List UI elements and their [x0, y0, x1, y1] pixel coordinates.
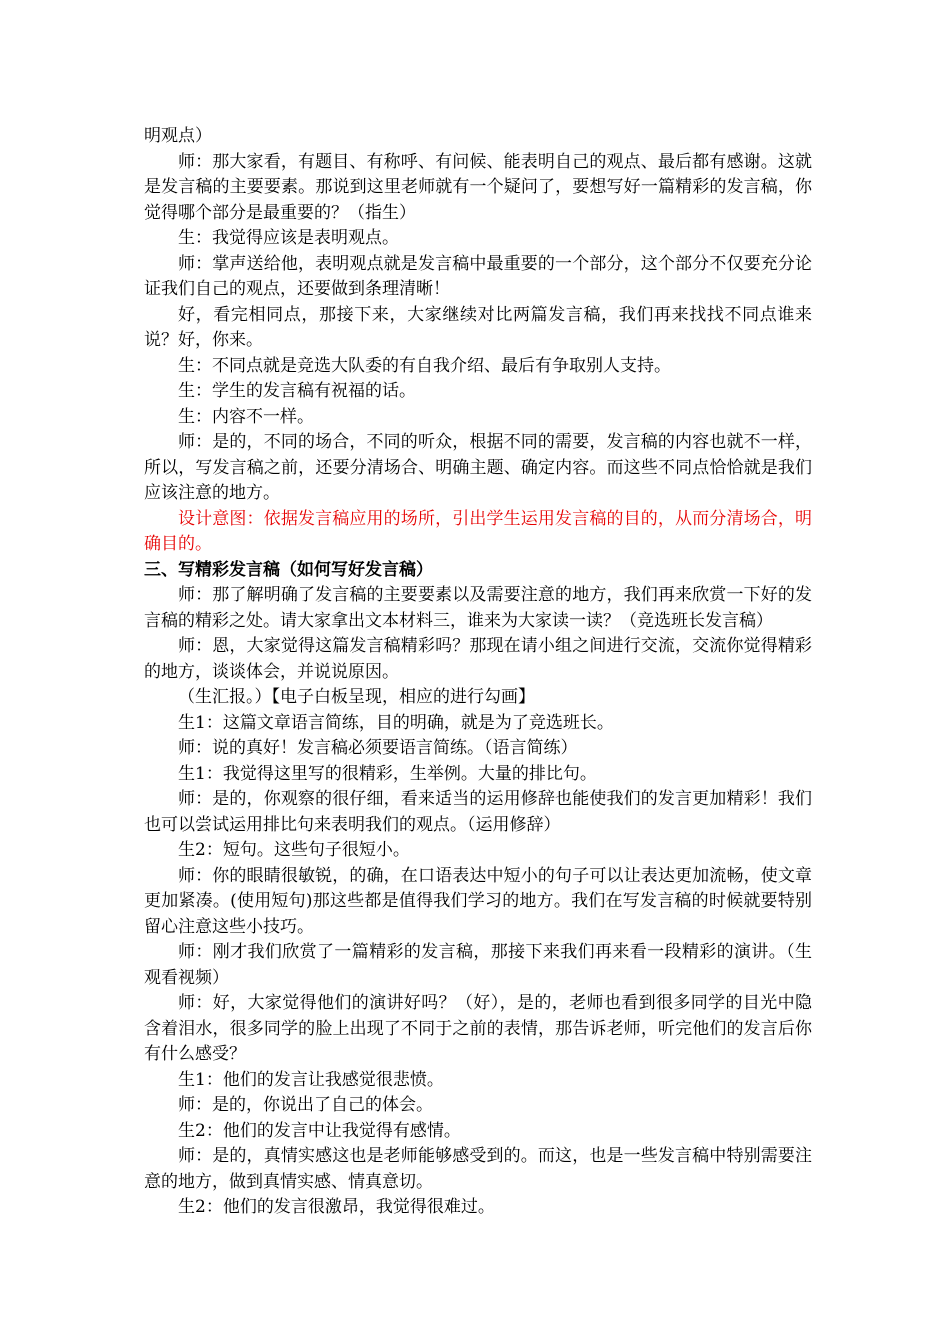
paragraph: 生1：我觉得这里写的很精彩，生举例。大量的排比句。: [178, 763, 597, 784]
paragraph: 生：我觉得应该是表明观点。: [178, 228, 399, 248]
paragraph: 好，看完相同点，那接下来，大家继续对比两篇发言稿，我们再来找找不同点谁来说？好，你来。: [144, 304, 812, 350]
section-heading: 三、写精彩发言稿（如何写好发言稿）: [144, 559, 433, 580]
document-body: [144, 124, 812, 1221]
paragraph: 生：学生的发言稿有祝福的话。: [178, 381, 416, 401]
paragraph: 师：你的眼睛很敏锐，的确，在口语表达中短小的句子可以让表达更加流畅，使文章更加紧凑。(使用短句)那这些都是值得我们学习的地方。我们在写发言稿的时候就要特别留心注意这些小技巧。: [144, 865, 812, 937]
paragraph: 生1：这篇文章语言简练，目的明确，就是为了竞选班长。: [178, 712, 614, 733]
paragraph: 师：说的真好！发言稿必须要语言简练。（语言简练）: [178, 738, 578, 758]
paragraph: 师：那了解明确了发言稿的主要要素以及需要注意的地方，我们再来欣赏一下好的发言稿的精彩之处。请大家拿出文本材料三，谁来为大家读一读？（竞选班长发言稿）: [144, 585, 812, 631]
paragraph: 师：那大家看，有题目、有称呼、有问候、能表明自己的观点、最后都有感谢。这就是发言稿的主要要素。那说到这里老师就有一个疑问了，要想写好一篇精彩的发言稿，你觉得哪个部分是最重要的？（指生）: [144, 151, 812, 223]
design-intent-note: 设计意图：依据发言稿应用的场所，引出学生运用发言稿的目的，从而分清场合，明确目的。: [144, 508, 812, 554]
paragraph: 师：恩，大家觉得这篇发言稿精彩吗？那现在请小组之间进行交流，交流你觉得精彩的地方，谈谈体会，并说说原因。: [144, 636, 812, 682]
paragraph: 生2：他们的发言中让我觉得有感情。: [178, 1120, 461, 1141]
paragraph: 生：不同点就是竞选大队委的有自我介绍、最后有争取别人支持。: [178, 355, 671, 376]
paragraph: 师：是的，真情实感这也是老师能够感受到的。而这，也是一些发言稿中特别需要注意的地方，做到真情实感、情真意切。: [144, 1146, 812, 1192]
paragraph: 师：好，大家觉得他们的演讲好吗？（好），是的，老师也看到很多同学的目光中隐含着泪水，很多同学的脸上出现了不同于之前的表情，那告诉老师，听完他们的发言后你有什么感受？: [144, 993, 812, 1064]
paragraph: 师：是的，不同的场合，不同的听众，根据不同的需要，发言稿的内容也就不一样，所以，写发言稿之前，还要分清场合、明确主题、确定内容。而这些不同点恰恰就是我们应该注意的地方。: [144, 432, 812, 503]
paragraph: 师：是的，你说出了自己的体会。: [178, 1095, 433, 1115]
paragraph: 生2：短句。这些句子很短小。: [178, 840, 410, 860]
paragraph: 明观点）: [144, 126, 212, 146]
paragraph: 师：掌声送给他，表明观点就是发言稿中最重要的一个部分，这个部分不仅要充分论证我们自己的观点，还要做到条理清晰！: [144, 253, 812, 299]
paragraph: 生2：他们的发言很激昂，我觉得很难过。: [178, 1197, 495, 1217]
paragraph: 师：是的，你观察的很仔细，看来适当的运用修辞也能使我们的发言更加精彩！我们也可以尝试运用排比句来表明我们的观点。（运用修辞）: [144, 789, 812, 835]
paragraph: 师：刚才我们欣赏了一篇精彩的发言稿，那接下来我们再来看一段精彩的演讲。（生观看视频）: [144, 942, 812, 988]
paragraph: 生：内容不一样。: [178, 406, 314, 427]
paragraph: 生1：他们的发言让我感觉很悲愤。: [178, 1069, 444, 1090]
paragraph: （生汇报。）【电子白板呈现，相应的进行勾画】: [178, 687, 535, 707]
